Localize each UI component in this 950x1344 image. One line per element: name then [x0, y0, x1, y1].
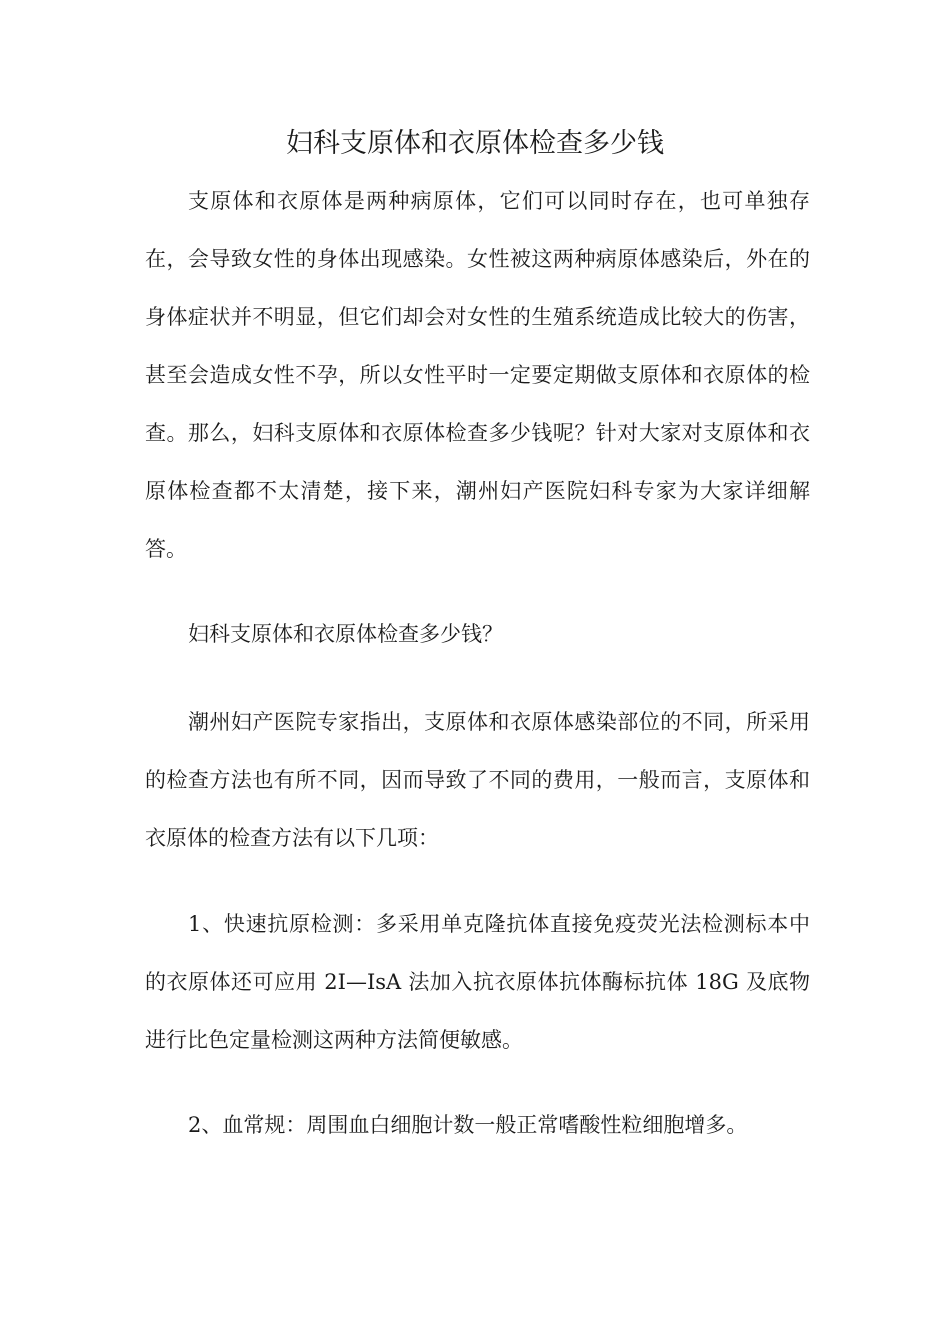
- paragraph-intro: 支原体和衣原体是两种病原体，它们可以同时存在，也可单独存在，会导致女性的身体出现感染。女性被这两种病原体感染后，外在的身体症状并不明显，但它们却会对女性的生殖系统造成比较大的伤害，甚至会造成女性不孕，所以女性平时一定要定期做支原体和衣原体的检查。那么，妇科支原体和衣原体检查多少钱呢？针对大家对支原体和衣原体检查都不太清楚，接下来，潮州妇产医院妇科专家为大家详细解答。: [145, 189, 810, 561]
- document-title: 妇科支原体和衣原体检查多少钱: [286, 128, 664, 159]
- paragraph-item-1: 1、快速抗原检测：多采用单克隆抗体直接免疫荧光法检测标本中的衣原体还可应用 2I—IsA 法加入抗衣原体抗体酶标抗体 18G 及底物进行比色定量检测这两种方法简便敏感。: [145, 912, 810, 1052]
- paragraph-expert: 潮州妇产医院专家指出，支原体和衣原体感染部位的不同，所采用的检查方法也有所不同，因而导致了不同的费用，一般而言，支原体和衣原体的检查方法有以下几项：: [145, 710, 810, 850]
- paragraph-question: 妇科支原体和衣原体检查多少钱？: [188, 622, 503, 646]
- paragraph-item-2: 2、血常规：周围血白细胞计数一般正常嗜酸性粒细胞增多。: [188, 1113, 748, 1137]
